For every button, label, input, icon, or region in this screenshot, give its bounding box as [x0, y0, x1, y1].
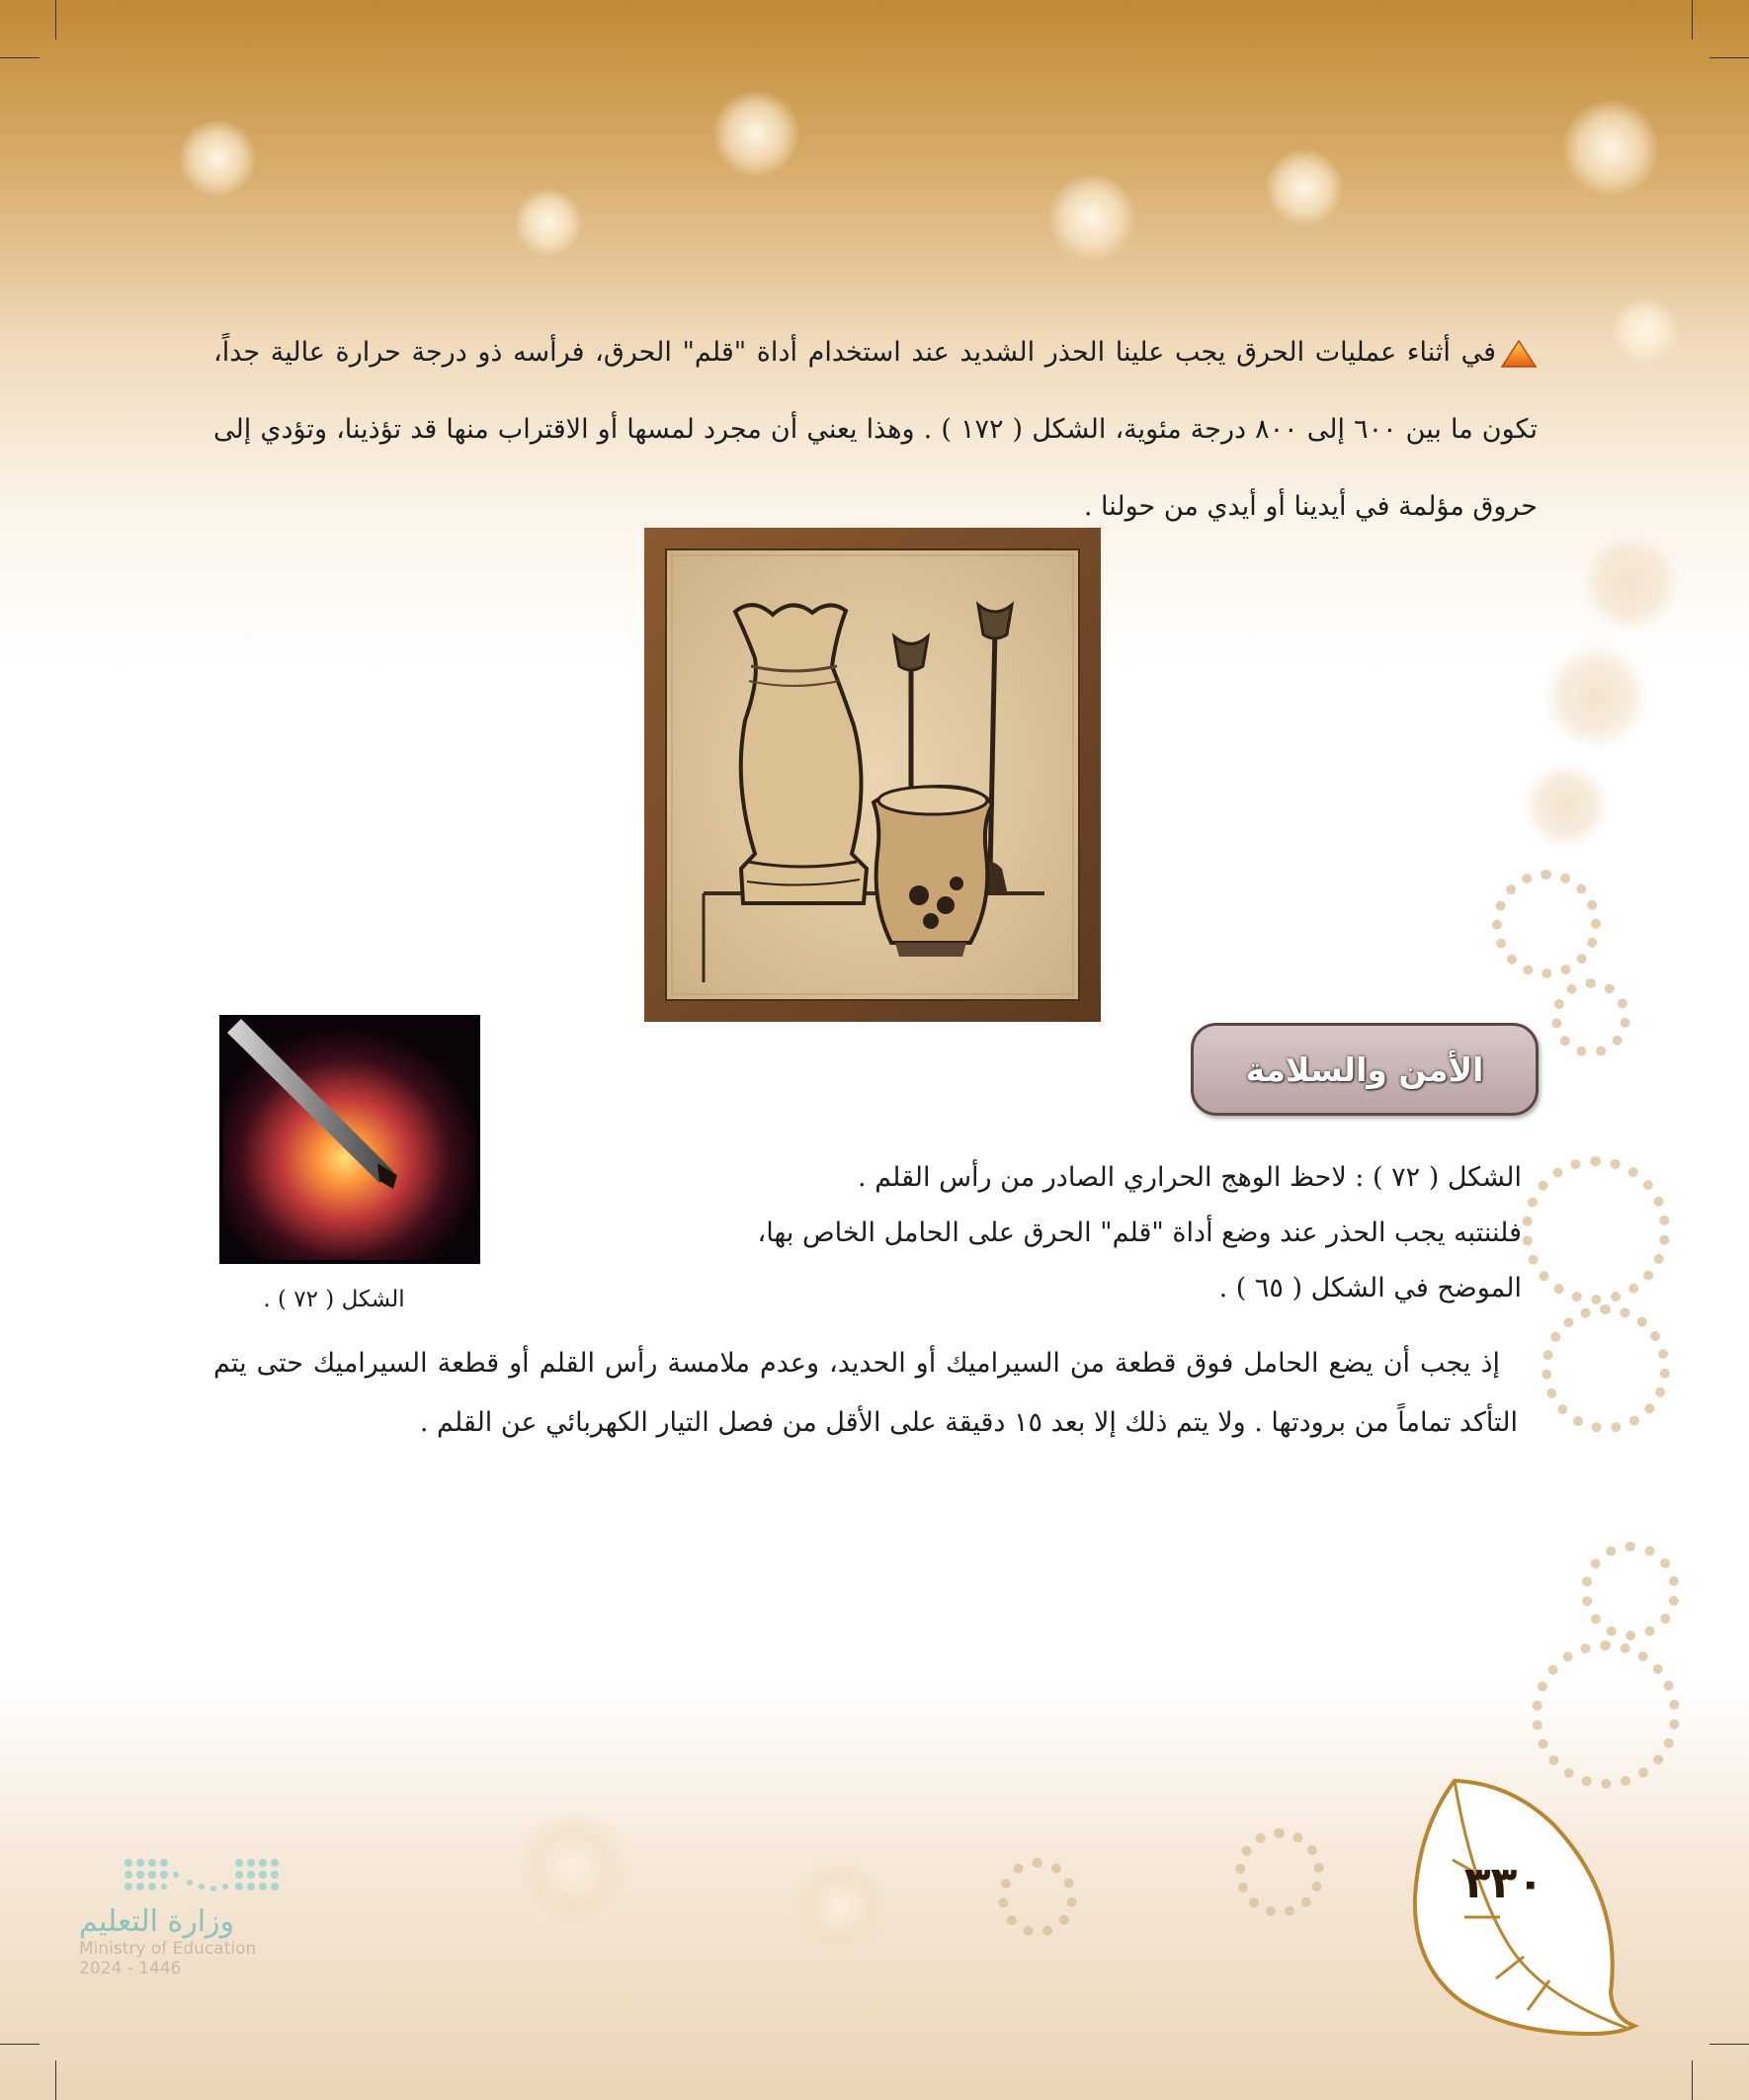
ministry-year: 2024 - 1446	[79, 1959, 182, 1978]
warning-triangle-icon	[1500, 339, 1538, 369]
crop-mark	[1709, 2044, 1749, 2045]
safety-line: فلننتبه يجب الحذر عند وضع أداة "قلم" الحرق على الحامل الخاص بها،	[757, 1218, 1522, 1248]
safety-line: الشكل ( ٧٢ ) : لاحظ الوهج الحراري الصادر من رأس القلم .	[858, 1162, 1522, 1193]
section-title-badge	[1191, 1023, 1539, 1116]
safety-line: الموضح في الشكل ( ٦٥ ) .	[1218, 1273, 1522, 1303]
crop-mark	[1692, 2060, 1693, 2100]
ministry-name-english: Ministry of Education	[79, 1939, 257, 1959]
crop-mark	[0, 2044, 40, 2045]
safety-note	[534, 1150, 1522, 1316]
page-number: ٣٣٠	[1463, 1858, 1544, 1908]
crop-mark	[0, 57, 40, 58]
crop-mark	[55, 2060, 56, 2100]
crop-mark	[1709, 57, 1749, 58]
ministry-dots-logo	[109, 1853, 306, 1900]
ministry-logo	[79, 1853, 316, 1978]
crop-mark	[55, 0, 56, 40]
intro-text: في أثناء عمليات الحرق يجب علينا الحذر الشديد عند استخدام أداة "قلم" الحرق، فرأسه ذو درجة حرارة عالية جداً، تكون ما بين ٦٠٠ إلى ٨٠٠ درجة مئوية، الشكل ( ١٧٢ ) . وهذا يعني أن مجرد لمسها أو الاقتراب منها قد تؤذينا، وتؤدي إلى حروق مؤلمة في أيدينا أو أيدي من حولنا .	[213, 337, 1538, 522]
figure-caption: الشكل ( ٧٢ ) .	[263, 1287, 405, 1312]
hot-pen-tip-photo	[219, 1015, 480, 1264]
ministry-name-arabic: وزارة التعليم	[79, 1904, 235, 1939]
woodburning-framed-artwork	[644, 528, 1101, 1022]
section-title: الأمن والسلامة	[1245, 1050, 1484, 1089]
crop-mark	[1692, 0, 1693, 40]
intro-paragraph	[213, 314, 1538, 546]
closing-paragraph: إذ يجب أن يضع الحامل فوق قطعة من السيراميك أو الحديد، وعدم ملامسة رأس القلم أو قطعة السيراميك حتى يتم التأكد تماماً من برودتها . ولا يتم ذلك إلا بعد ١٥ دقيقة على الأقل من فصل التيار الكهربائي عن القلم .	[213, 1348, 1518, 1438]
